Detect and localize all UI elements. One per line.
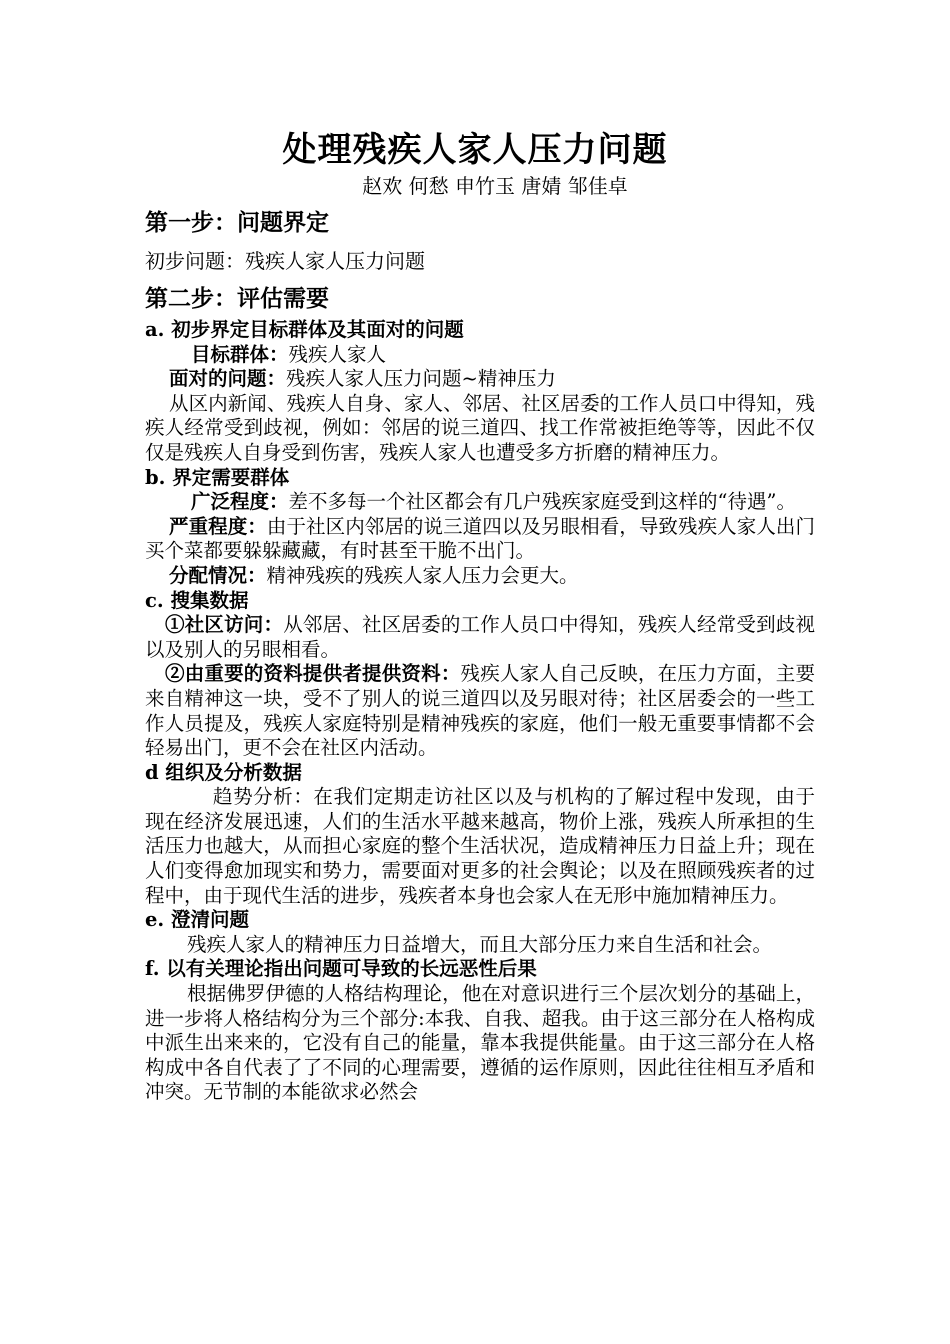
section-f-paragraph: 根据佛罗伊德的人格结构理论，他在对意识进行三个层次划分的基础上，进一步将人格结构分为三个部分:本我、自我、超我。由于这三部分在人格构成中派生出来来的，它没有自己的能量，靠本我提供能量。由于这三部分在人格构成中各自代表了了不同的心理需要，遵循的运作原则，因此往往相互矛盾和冲突。无节制的本能欲求必然会 xyxy=(145,982,815,1104)
extent-line xyxy=(145,490,815,515)
step2-heading: 第二步：评估需要 xyxy=(145,285,329,312)
target-group-value: 残疾人家人 xyxy=(288,342,387,366)
step1-initial-problem: 初步问题：残疾人家人压力问题 xyxy=(145,249,425,273)
step1-heading: 第一步：问题界定 xyxy=(145,209,329,236)
section-a-paragraph: 从区内新闻、残疾人自身、家人、邻居、社区居委的工作人员口中得知，残疾人经常受到歧视，例如：邻居的说三道四、找工作常被拒绝等等，因此不仅仅是残疾人自身受到伤害，残疾人家人也遭受多方折磨的精神压力。 xyxy=(145,391,815,464)
community-visit-line xyxy=(145,613,815,662)
section-a-heading: a. 初步界定目标群体及其面对的问题 xyxy=(145,318,464,341)
section-d-heading: d 组织及分析数据 xyxy=(145,760,302,784)
target-group-line xyxy=(145,343,815,368)
section-f-heading: f. 以有关理论指出问题可导致的长远恶性后果 xyxy=(145,957,537,981)
community-visit-value: 从邻居、社区居委的工作人员口中得知，残疾人经常受到歧视以及别人的另眼相看。 xyxy=(145,613,815,661)
document-body xyxy=(145,204,815,1105)
section-e-paragraph: 残疾人家人的精神压力日益增大，而且大部分压力来自生活和社会。 xyxy=(187,932,773,956)
extent-value: 差不多每一个社区都会有几户残疾家庭受到这样的“待遇”。 xyxy=(288,490,796,514)
problem-label: 面对的问题： xyxy=(169,367,287,391)
problem-line xyxy=(145,367,815,392)
severity-value: 由于社区内邻居的说三道四以及另眼相看，导致残疾人家人出门买个菜都要躲躲藏藏，有时甚至干脆不出门。 xyxy=(145,514,815,563)
extent-label: 广泛程度： xyxy=(191,490,289,514)
section-b-heading: b. 界定需要群体 xyxy=(145,465,290,489)
distribution-label: 分配情况： xyxy=(169,563,267,587)
section-c-heading: c. 搜集数据 xyxy=(145,588,249,612)
problem-value: 残疾人家人压力问题~精神压力 xyxy=(286,367,556,391)
provider-value: 残疾人家人自己反映，在压力方面，主要来自精神这一块，受不了别人的说三道四以及另眼对待；社区居委会的一些工作人员提及，残疾人家庭特别是精神残疾的家庭，他们一般无重要事情都不会轻易出门，更不会在社区内活动。 xyxy=(145,662,815,760)
provider-label: ②由重要的资料提供者提供资料： xyxy=(165,662,461,686)
severity-label: 严重程度： xyxy=(169,514,267,538)
community-visit-label: ①社区访问： xyxy=(165,613,284,637)
section-d-paragraph: 趋势分析：在我们定期走访社区以及与机构的了解过程中发现，由于现在经济发展迅速，人们的生活水平越来越高，物价上涨，残疾人所承担的生活压力也越大，从而担心家庭的整个生活状况，造成精神压力日益上升；现在人们变得愈加现实和势力，需要面对更多的社会舆论；以及在照顾残疾者的过程中，由于现代生活的进步，残疾者本身也会家人在无形中施加精神压力。 xyxy=(145,785,815,907)
target-group-label: 目标群体： xyxy=(191,342,289,366)
distribution-line xyxy=(145,564,815,589)
severity-line xyxy=(145,515,815,564)
document-title: 处理残疾人家人压力问题 xyxy=(282,130,668,170)
provider-line xyxy=(145,662,815,760)
section-e-heading: e. 澄清问题 xyxy=(145,908,249,932)
author-list: 赵欢 何愁 申竹玉 唐婧 邹佳卓 xyxy=(362,174,628,198)
distribution-value: 精神残疾的残疾人家人压力会更大。 xyxy=(266,563,579,587)
